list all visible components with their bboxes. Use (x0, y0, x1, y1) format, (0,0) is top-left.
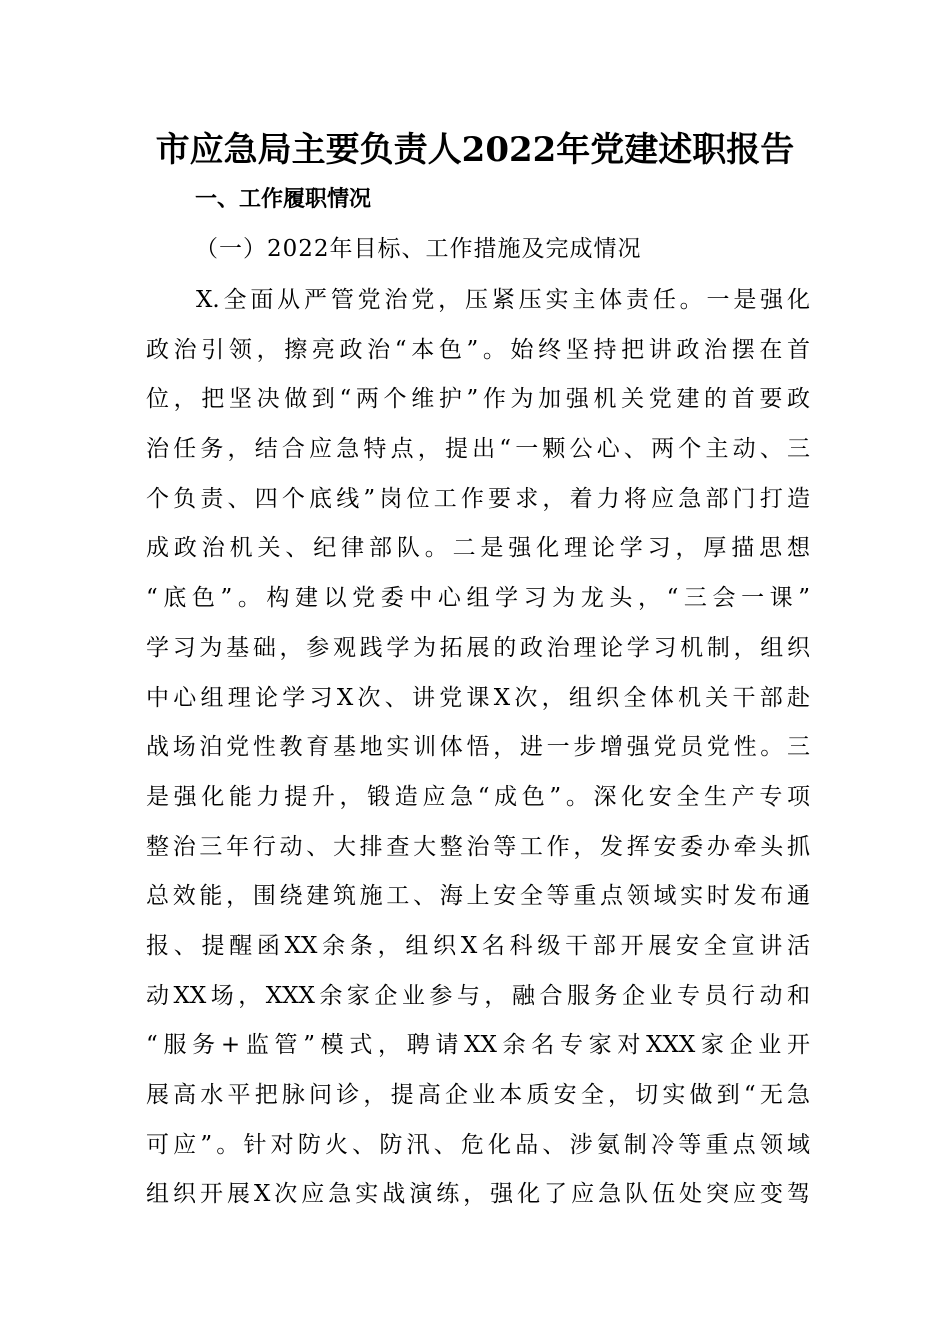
body-line: 整治三年行动、大排查大整治等工作，发挥安委办牵头抓 (146, 833, 810, 860)
body-line: 可应”。针对防火、防汛、危化品、涉氨制冷等重点领域 (146, 1131, 810, 1158)
body-line: 政治引领，擦亮政治“本色”。始终坚持把讲政治摆在首 (146, 336, 810, 363)
body-line: 报、提醒函XX余条，组织X名科级干部开展安全宣讲活 (146, 932, 810, 959)
document-title: 市应急局主要负责人2022年党建述职报告 (155, 130, 795, 170)
body-line: “服务+监管”模式，聘请XX余名专家对XXX家企业开 (146, 1032, 810, 1059)
body-line: 学习为基础，参观践学为拓展的政治理论学习机制，组织 (146, 634, 810, 661)
body-line: 动XX场，XXX余家企业参与，融合服务企业专员行动和 (146, 982, 810, 1009)
body-line: 战场泊党性教育基地实训体悟，进一步增强党员党性。三 (146, 734, 810, 761)
body-line: X.全面从严管党治党，压紧压实主体责任。一是强化 (196, 287, 810, 313)
body-line: 治任务，结合应急特点，提出“一颗公心、两个主动、三 (146, 436, 810, 463)
body-line: 是强化能力提升，锻造应急“成色”。深化安全生产专项 (146, 783, 810, 810)
body-line: 位，把坚决做到“两个维护”作为加强机关党建的首要政 (146, 386, 810, 413)
body-line: 总效能，围绕建筑施工、海上安全等重点领域实时发布通 (146, 883, 810, 910)
body-line: 组织开展X次应急实战演练，强化了应急队伍处突应变驾 (146, 1181, 810, 1208)
body-line: 中心组理论学习X次、讲党课X次，组织全体机关干部赴 (146, 684, 810, 711)
subsection-heading: （一）2022年目标、工作措施及完成情况 (195, 236, 642, 262)
body-line: 成政治机关、纪律部队。二是强化理论学习，厚描思想 (146, 535, 810, 562)
section-heading: 一、工作履职情况 (195, 187, 372, 212)
body-paragraph (146, 282, 810, 1226)
body-line: 展高水平把脉问诊，提高企业本质安全，切实做到“无急 (146, 1082, 810, 1108)
body-line: 个负责、四个底线”岗位工作要求，着力将应急部门打造 (146, 485, 810, 512)
body-line: “底色”。构建以党委中心组学习为龙头，“三会一课” (146, 585, 810, 612)
